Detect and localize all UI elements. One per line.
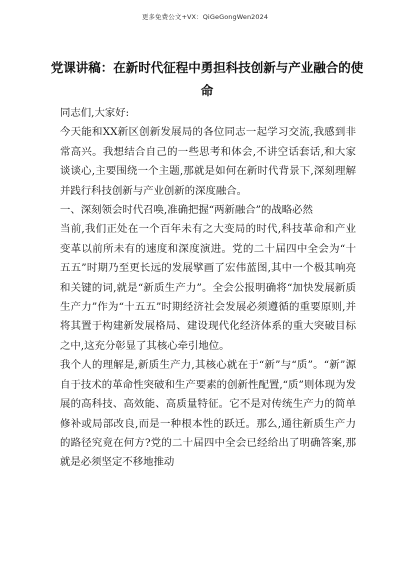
section-heading-1: 一、深刻领会时代召唤,准确把握“两新融合”的战略必然: [60, 204, 313, 217]
header-note: 更多免费公文+VX：QiGeGongWen2024: [141, 13, 269, 21]
paragraph-understanding: 我个人的理解是,新质生产力,其核心就在于“新”与“质”。“新”源自于技术的革命性突破和生产要素的创新性配置,“质”则体现为发展的高科技、高效能、高质量特征。它不是对传统生产力的简单修补或局部改良,而是一种根本性的跃迁。那么,通往新质生产力的路径究竟在何方?党的二十届四中全会已经给出了明确答案,那就是必须坚定不移地推动: [60, 359, 356, 469]
document-body: [60, 104, 356, 473]
paragraph-intro: 今天能和XX新区创新发展局的各位同志一起学习交流,我感到非常高兴。我想结合自己的一些思考和体会,不讲空话套话,和大家谈谈心,主要围绕一个主题,那就是如何在新时代背景下,深刻理解并践行科技创新与产业创新的深度融合。: [60, 126, 356, 197]
paragraph-context: 当前,我们正处在一个百年未有之大变局的时代,科技革命和产业变革以前所未有的速度和深度演进。党的二十届四中全会为“十五五”时期乃至更长远的发展擘画了宏伟蓝图,其中一个极其响亮和关键的词,就是“新质生产力”。全会公报明确将“加快发展新质生产力”作为“十五五”时期经济社会发展必须遵循的重要原则,并将其置于构建新发展格局、建设现代化经济体系的重大突破目标之中,这充分彰显了其核心牵引地位。: [60, 223, 356, 352]
paragraph-greeting: 同志们,大家好:: [60, 107, 130, 119]
document-title: 党课讲稿：在新时代征程中勇担科技创新与产业融合的使命: [50, 60, 364, 98]
